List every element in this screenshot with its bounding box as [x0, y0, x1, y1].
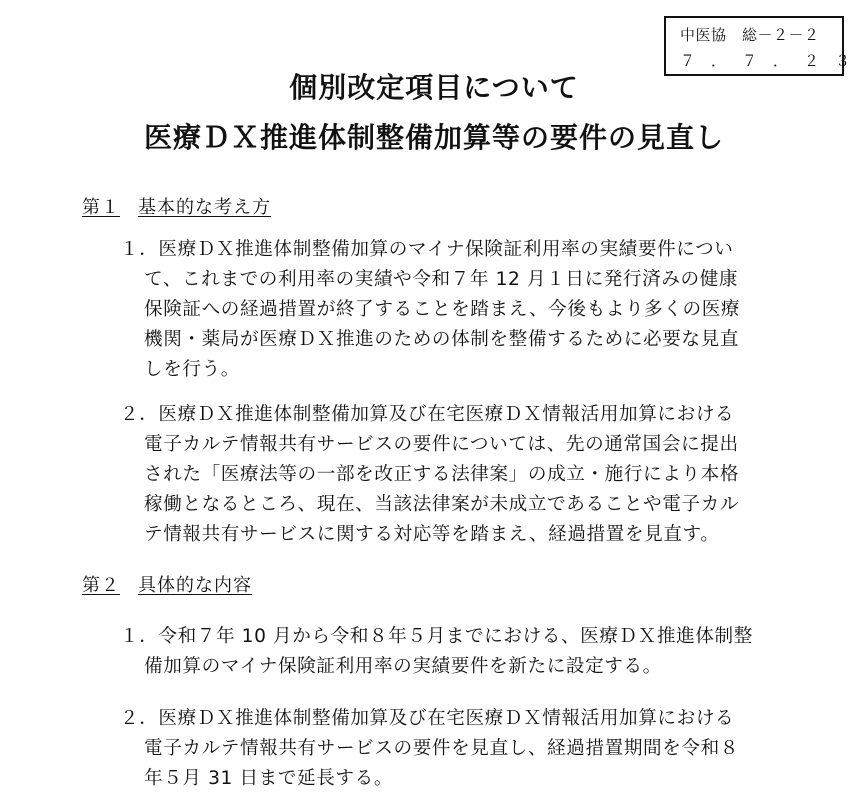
list-item [120, 704, 800, 794]
item-line: 機関・薬局が医療ＤＸ推進のための体制を整備するために必要な見直 [144, 329, 740, 350]
page-title: 個別改定項目について [289, 71, 579, 104]
item-line: 稼働となるところ、現在、当該法律案が未成立であることや電子カル [144, 494, 740, 515]
item-line: て、これまでの利用率の実績や令和７年 12 月１日に発行済みの健康 [144, 269, 739, 290]
item-line: テ情報共有サービスに関する対応等を踏まえ、経過措置を見直す。 [144, 524, 720, 545]
item-line: された「医療法等の一部を改正する法律案」の成立・施行により本格 [144, 464, 740, 485]
stamp-date: ７．７．２３ [680, 52, 867, 70]
section-title: 基本的な考え方 [138, 197, 271, 218]
stamp-committee-id: 中医協 総－２－２ [680, 26, 820, 44]
item-line: １．令和７年 10 月から令和８年５月までにおける、医療ＤＸ推進体制整 [120, 626, 753, 647]
item-line: しを行う。 [144, 359, 240, 380]
item-line: ２．医療ＤＸ推進体制整備加算及び在宅医療ＤＸ情報活用加算における [120, 708, 735, 729]
section-heading-1 [82, 193, 271, 219]
page-subtitle: 医療ＤＸ推進体制整備加算等の要件の見直し [143, 121, 724, 154]
list-item [120, 622, 800, 682]
section-title: 具体的な内容 [138, 575, 252, 596]
section-heading-2 [82, 571, 252, 597]
item-line: 年５月 31 日まで延長する。 [144, 768, 394, 789]
section-number: 第２ [82, 575, 120, 596]
item-line: 電子カルテ情報共有サービスの要件については、先の通常国会に提出 [144, 434, 739, 455]
item-line: 保険証への経過措置が終了することを踏まえ、今後もより多くの医療 [144, 299, 741, 320]
item-line: 備加算のマイナ保険証利用率の実績要件を新たに設定する。 [144, 656, 662, 677]
item-line: ２．医療ＤＸ推進体制整備加算及び在宅医療ＤＸ情報活用加算における [120, 404, 735, 425]
item-line: １．医療ＤＸ推進体制整備加算のマイナ保険証利用率の実績要件につい [120, 239, 734, 260]
item-line: 電子カルテ情報共有サービスの要件を見直し、経過措置期間を令和８ [144, 738, 740, 759]
list-item [120, 400, 800, 550]
list-item [120, 235, 800, 385]
section-number: 第１ [82, 197, 120, 218]
